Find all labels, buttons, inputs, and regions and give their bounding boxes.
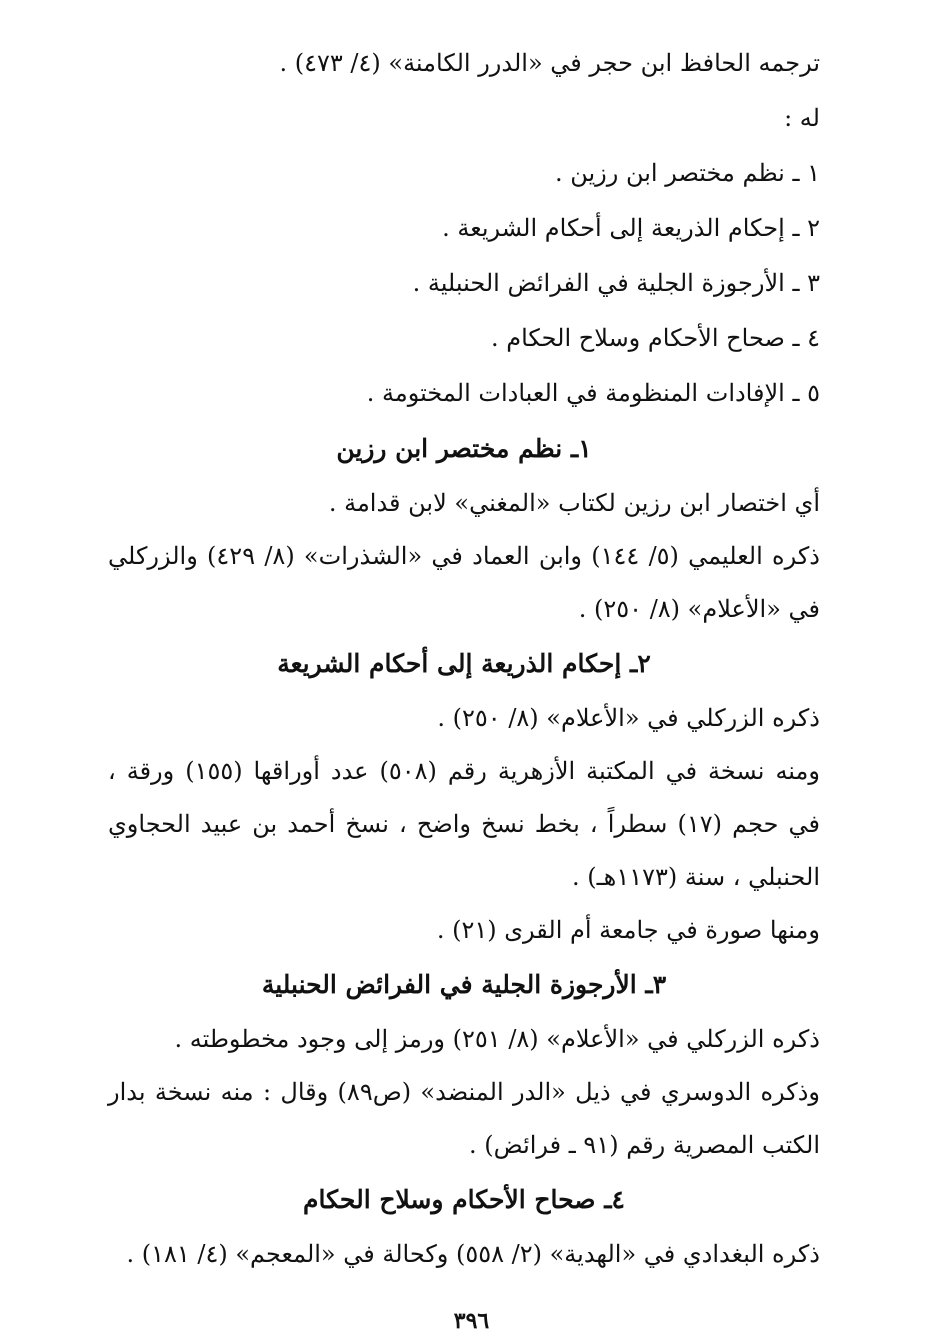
list-item: ٣ ـ الأرجوزة الجلية في الفرائض الحنبلية . [412,269,820,297]
section-heading: ١ـ نظم مختصر ابن رزين [336,434,592,463]
section-1 [108,421,820,636]
section-heading: ٢ـ إحكام الذريعة إلى أحكام الشريعة [277,649,651,678]
list-item: ٢ ـ إحكام الذريعة إلى أحكام الشريعة . [442,214,820,242]
paragraph: ذكره الزركلي في «الأعلام» (٨/ ٢٥١) ورمز إلى وجود مخطوطته . [174,1025,820,1053]
paragraph: ذكره البغدادي في «الهدية» (٢/ ٥٥٨) وكحالة في «المعجم» (٤/ ١٨١) . [126,1240,820,1268]
list-item: ١ ـ نظم مختصر ابن رزين . [554,159,820,187]
paragraph: ومنها صورة في جامعة أم القرى (٢١) . [436,916,820,944]
section-heading: ٣ـ الأرجوزة الجلية في الفرائض الحنبلية [261,970,667,999]
section-4 [108,1172,820,1281]
works-label: له : [784,104,820,132]
paragraph: ومنه نسخة في المكتبة الأزهرية رقم (٥٠٨) عدد أوراقها (١٥٥) ورقة ، في حجم (١٧) سطراً ، بخط نسخ واضح ، نسخ أحمد بن عبيد الحجاوي الحنبلي ، سنة (١١٧٣هـ) . [108,757,820,891]
paragraph: ذكره الزركلي في «الأعلام» (٨/ ٢٥٠) . [437,704,820,732]
section-3 [108,957,820,1172]
section-2 [108,636,820,957]
list-item: ٥ ـ الإفادات المنظومة في العبادات المختومة . [366,379,820,407]
paragraph: وذكره الدوسري في ذيل «الدر المنضد» (ص٨٩) وقال : منه نسخة بدار الكتب المصرية رقم (٩١ ـ فرائض) . [108,1078,821,1159]
list-item: ٤ ـ صحاح الأحكام وسلاح الحكام . [490,324,820,352]
section-heading: ٤ـ صحاح الأحكام وسلاح الحكام [303,1185,625,1214]
paragraph: أي اختصار ابن رزين لكتاب «المغني» لابن قدامة . [328,489,820,517]
page-body [108,36,820,1281]
works-list [108,146,820,421]
biography-reference: ترجمه الحافظ ابن حجر في «الدرر الكامنة» (٤/ ٤٧٣) . [279,49,820,77]
page-number: ٣٩٦ [453,1308,490,1334]
paragraph: ذكره العليمي (٥/ ١٤٤) وابن العماد في «الشذرات» (٨/ ٤٢٩) والزركلي في «الأعلام» (٨/ ٢٥٠) . [108,542,820,623]
